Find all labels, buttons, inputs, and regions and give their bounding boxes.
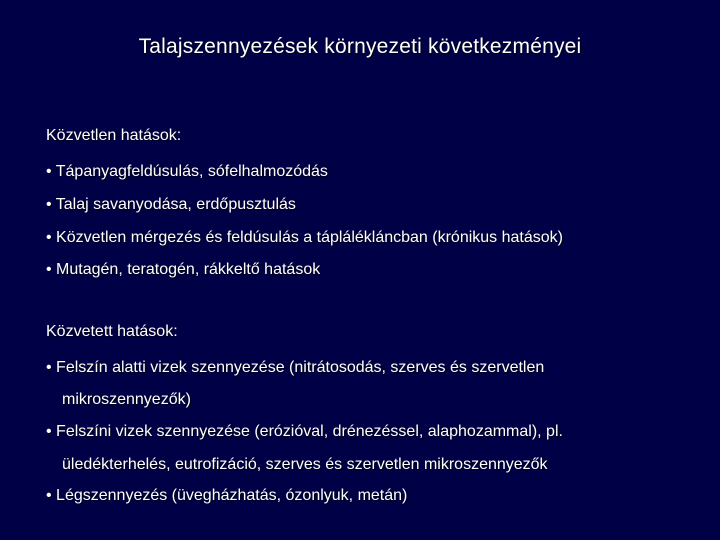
direct-effects-heading: Közvetlen hatások: [46,127,182,144]
indirect-effect-item: • Légszennyezés (üvegházhatás, ózonlyuk, metán) [46,487,408,504]
indirect-effects-heading: Közvetett hatások: [46,323,178,340]
slide-title: Talajszennyezések környezeti következményei [138,35,582,58]
direct-effect-item: • Mutagén, teratogén, rákkeltő hatások [46,261,321,278]
indirect-effect-item: • Felszín alatti vizek szennyezése (nitrátosodás, szerves és szervetlen [46,359,545,376]
direct-effect-item: • Tápanyagfeldúsulás, sófelhalmozódás [46,163,328,180]
direct-effect-item: • Közvetlen mérgezés és feldúsulás a táplálékláncban (krónikus hatások) [46,229,563,246]
indirect-effect-item-continuation: mikroszennyezők) [62,391,191,408]
indirect-effect-item-continuation: üledékterhelés, eutrofizáció, szerves és szervetlen mikroszennyezők [62,456,548,473]
indirect-effect-item: • Felszíni vizek szennyezése (erózióval, drénezéssel, alaphozammal), pl. [46,423,563,440]
direct-effect-item: • Talaj savanyodása, erdőpusztulás [46,196,296,213]
